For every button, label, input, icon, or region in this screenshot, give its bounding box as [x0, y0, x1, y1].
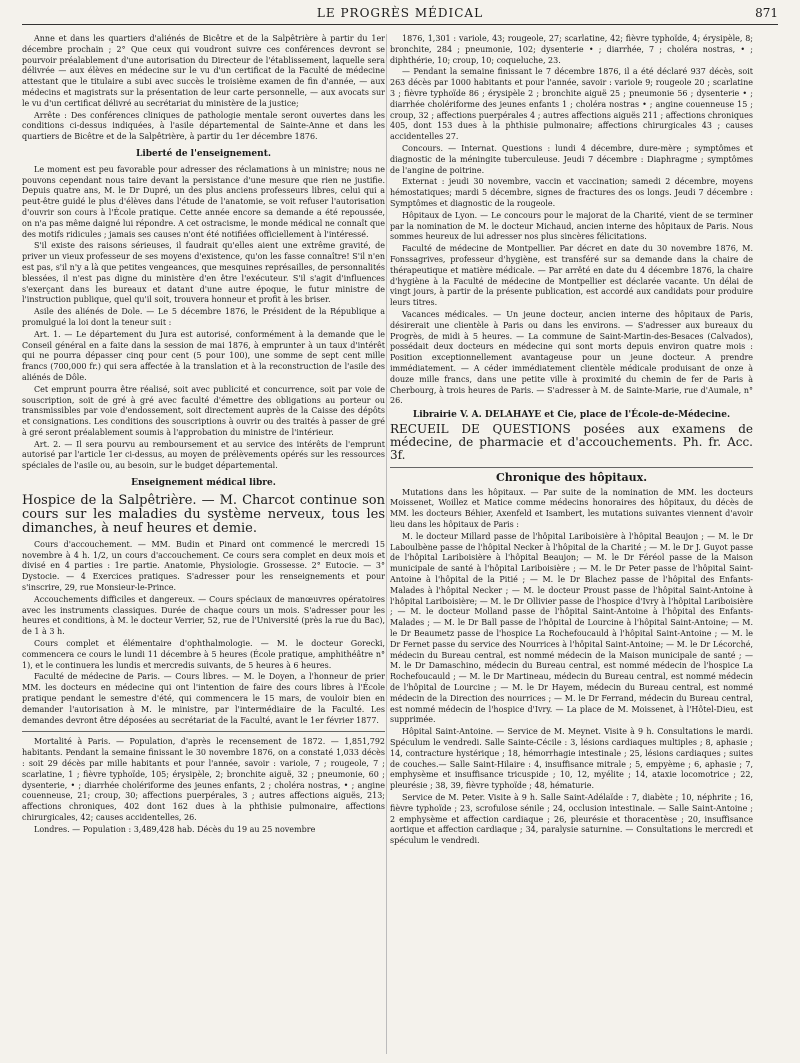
column-divider [386, 34, 387, 1054]
paragraph: Cours complet et élémentaire d'ophthalmologie. — M. le docteur Gorecki, commencera ce cours le lundi 11 décembre à 5 heures (École pratique, amphithéâtre n° 1), et le continuera les lundis et mercredis suivants, de 5 heures à 6 heures. [22, 639, 385, 670]
section-heading-chronique: Chronique des hôpitaux. [495, 470, 648, 484]
paragraph: Faculté de médecine de Paris. — Cours libres. — M. le Doyen, a l'honneur de prier MM. les docteurs en médecine qui ont l'intention de faire des cours libres à l'École pratique pendant le semestre d'été, qui commencera le 15 mars, de vouloir bien en demander l'autorisation à M. le ministre, par l'intermédiaire de la Faculté. Les demandes devront être déposées au secrétariat de la Faculté, avant le 1er février 1877. [22, 672, 385, 725]
paragraph: Vacances médicales. — Un jeune docteur, ancien interne des hôpitaux de Paris, désirerait une clientèle à Paris ou dans les environs. — S'adresser aux bureaux du Progrès, de midi à 5 heures. — La commune de Saint-Martin-des-Besaces (Calvados), possédait deux docteurs en médecine qui sont morts depuis environ quatre mois : Position exceptionnellement avantageuse pour un jeune docteur. A prendre immédiatement. — A céder immédiatement clientèle médicale produisant de onze à douze mille francs, dans une petite ville à proximité du chemin de fer de Paris à Cherbourg, à trois heures de Paris. — S'adresser à M. de Sainte-Marie, rue d'Aumale, n° 26. [390, 309, 753, 406]
paragraph: Concours. — Internat. Questions : lundi 4 décembre, dure-mère ; symptômes et diagnostic de la méningite tuberculeuse. Jeudi 7 décembre : Diaphragme ; symptômes de l'angine de poitrine. [390, 143, 753, 175]
publisher-ad: Librairie V. A. DELAHAYE et Cie, place de l'École-de-Médecine. [412, 410, 731, 421]
page-number: 871 [755, 6, 778, 20]
book-ad: RECUEIL DE QUESTIONS posées aux examens de médecine, de pharmacie et d'accouchements. Ph. fr. Acc. 3f. [390, 421, 753, 462]
paragraph: S'il existe des raisons sérieuses, il faudrait qu'elles aient une extrême gravité, de priver un vieux professeur de ses moyens d'existence, qu'on les fasse connaître! S'il n'en est pas, s'il n'y a là que petites vengeances, que mesquines représailles, de personnalités blessées, il n'est pas digne du ministère d'en être l'exécuteur. S'il s'agit d'influences s'exerçant dans les bureaux et datant d'une autre époque, le futur ministre de l'instruction publique, quel qu'il soit, trouvera honneur et profit à les briser. [22, 241, 385, 305]
paragraph: Art. 2. — Il sera pourvu au remboursement et au service des intérêts de l'emprunt autorisé par l'article 1er ci-dessus, au moyen de prélèvements opérés sur les ressources spéciales de l'asile ou, au besoin, sur le budget départemental. [22, 439, 385, 471]
paragraph: Service de M. Peter. Visite à 9 h. Salle Saint-Adélaïde : 7, diabète ; 10, néphrite ; 16, fièvre typhoïde ; 23, scrofulose sénile ; 24, occlusion intestinale. — Salle Saint-Antoine ; 2 emphysème et affection cardiaque ; 26, pleurésie et thoracentèse ; 20, insuffisance aortique et affection cardiaque ; 34, paralysie saturnine. — Consultations le mercredi et spéculum le vendredi. [390, 793, 753, 846]
paragraph: Le moment est peu favorable pour adresser des réclamations à un ministre; nous ne pouvons cependant nous taire devant la persistance d'une mesure que rien ne justifie. Depuis quatre ans, M. le Dr Dupré, un des plus anciens professeurs libres, celui qui a peut-être guidé le plus d'élèves dans l'étude de l'anatomie, se voit refuser l'autorisation d'ouvrir son cours à l'École pratique. Cette année encore sa demande a été repoussée, on n'a pas même daigné lui répondre. A cet ostracisme, le monde médical ne connaît que des motifs ridicules ; jamais ses causes n'ont été notifiées officiellement à l'intéressé. [22, 164, 385, 239]
header-rule [22, 24, 778, 25]
right-column [390, 34, 753, 1054]
paragraph: Hôpitaux de Lyon. — Le concours pour le majorat de la Charité, vient de se terminer par la nomination de M. le docteur Michaud, ancien interne des hôpitaux de Paris. Nous sommes heureux de lui adresser nos plus sincères félicitations. [390, 210, 753, 242]
paragraph: Faculté de médecine de Montpellier. Par décret en date du 30 novembre 1876, M. Fonssagrives, professeur d'hygiène, est transféré sur sa demande dans la chaire de thérapeutique et matière médicale. — Par arrêté en date du 4 décembre 1876, la chaire d'hygiène à la Faculté de médecine de Montpellier est déclarée vacante. Un délai de vingt jours, à partir de la présente publication, est accordé aux candidats pour produire leurs titres. [390, 244, 753, 308]
paragraph: Asile des aliénés de Dole. — Le 5 décembre 1876, le Président de la République a promulgué la loi dont la teneur suit : [22, 307, 385, 327]
paragraph: M. le docteur Millard passe de l'hôpital Lariboisière à l'hôpital Beaujon ; — M. le Dr Laboulbène passe de l'hôpital Necker à l'hôpital de la Charité ; — M. le Dr J. Guyot passe de l'hôpital Lariboisière à l'hôpital Beaujon; — M. le Dr Féréol passe de la Maison municipale de santé à l'hôpital Lariboisière ; — M. le Dr Peter passe de l'hôpital Saint-Antoine à l'hôpital de la Pitié ; — M. le Dr Blachez passe de l'hôpital des Enfants-Malades à l'hôpital Necker ; — M. le docteur Proust passe de l'hôpital Saint-Antoine à l'hôpital Lariboisière; — M. le Dr Ollivier passe de l'hospice d'Ivry à l'hôpital Lariboisière ; — M. le docteur Molland passe de l'hôpital Saint-Antoine à l'hôpital des Enfants-Malades ; — M. le Dr Ball passe de l'hôpital de Lourcine à l'hôpital Saint-Antoine; — M. le Dr Beaumetz passe de l'hospice La Rochefoucauld à l'hôpital Saint-Antoine ; — M. le Dr Fernet passe du service des Nourrices à l'hôpital Saint-Antoine; — M. le Dr Lécorché, médecin du Bureau central, est nommé médecin de la Maison municipale de santé ; — M. le Dr Damaschino, médecin du Bureau central, est nommé médecin de l'hospice La Rochefoucauld ; — M. le Dr Martineau, médecin du Bureau central, est nommé médecin de l'hôpital de Lourcine ; — M. le Dr Hayem, médecin du Bureau central, est nommé médecin de la Direction des nourrices ; — M. le Dr Ferrand, médecin du Bureau central, est nommé médecin de l'hospice d'Ivry. — La place de M. Moissenet, à l'Hôtel-Dieu, est supprimée. [390, 531, 753, 725]
paragraph: Externat : jeudi 30 novembre, vaccin et vaccination; samedi 2 décembre, moyens hémostatiques; mardi 5 décembre, signes de fractures des os longs. Jeudi 7 décembre : Symptômes et diagnostic de la rougeole. [390, 177, 753, 208]
paragraph: Cet emprunt pourra être réalisé, soit avec publicité et concurrence, soit par voie de souscription, soit de gré à gré avec faculté d'émettre des obligations au porteur ou transmissibles par voie d'endossement, soit directement auprès de la Caisse des dépôts et consignations. Les conditions des souscriptions à ouvrir ou des traités à passer de gré à gré seront préalablement soumis à l'approbation du ministre de l'intérieur. [22, 384, 385, 437]
running-title: LE PROGRÈS MÉDICAL [316, 6, 484, 20]
paragraph: Art. 1. — Le département du Jura est autorisé, conformément à la demande que le Conseil général en a faite dans la session de mai 1876, à emprunter à un taux d'intérêt qui ne pourra dépasser cinq pour cent (5 pour 100), une somme de sept cent mille francs (700,000 fr.) qui sera affectée à la translation et à la reconstruction de l'asile des aliénés de Dôle. [22, 329, 385, 382]
paragraph: Mortalité à Paris. — Population, d'après le recensement de 1872. — 1,851,792 habitants. Pendant la semaine finissant le 30 novembre 1876, on a constaté 1,033 décès : soit 29 décès par mille habitants et pour l'année, savoir : variole, 7 ; rougeole, 7 ; scarlatine, 1 ; fièvre typhoïde, 105; érysipèle, 2; bronchite aiguë, 32 ; pneumonie, 60 ; dysenterie, • ; diarrhée cholériforme des jeunes enfants, 2 ; choléra nostras, • ; angine couenneuse, 21; croup, 30; affections puerpérales, 3 ; autres affections aiguës, 213; affections chroniques, 402 dont 162 dues à la phthisie pulmonaire, affections chirurgicales, 42; causes accidentelles, 26. [22, 737, 385, 822]
lead-announcement: Hospice de la Salpêtrière. — M. Charcot continue son cours sur les maladies du système nerveux, tous les dimanches, à neuf heures et demie. [22, 492, 385, 536]
left-column [22, 34, 385, 1054]
paragraph: Londres. — Population : 3,489,428 hab. Décès du 19 au 25 novembre [34, 824, 316, 834]
paragraph: — Pendant la semaine finissant le 7 décembre 1876, il a été déclaré 937 décès, soit 263 décès par 1000 habitants et pour l'année, savoir : variole 9; rougeole 20 ; scarlatine 3 ; fièvre typhoïde 86 ; érysipèle 2 ; bronchite aiguë 25 ; pneumonie 56 ; dysenterie • ; diarrhée cholériforme des jeunes enfants 1 ; choléra nostras • ; angine couenneuse 15 ; croup, 32 ; affections puerpérales 4 ; autres affections aiguës 211 ; affections chroniques 405, dont 153 dues à la phthisie pulmonaire; affections chirurgicales 43 ; causes accidentelles 27. [390, 67, 753, 142]
paragraph: Anne et dans les quartiers d'aliénés de Bicêtre et de la Salpêtrière à partir du 1er décembre prochain ; 2° Que ceux qui voudront suivre ces conférences devront se pourvoir préalablement d'une autorisation du Directeur de l'établissement, laquelle sera délivrée — aux élèves en médecine sur le vu d'un certificat de la Faculté de médecine attestant que le titulaire a subi avec succès le troisième examen de fin d'année, — aux médecins et magistrats sur la présentation de leur carte personnelle, — aux avocats sur le vu d'un certificat délivré au secrétariat du ministère de la justice; [22, 34, 385, 108]
paragraph: Cours d'accouchement. — MM. Budin et Pinard ont commencé le mercredi 15 novembre à 4 h. 1/2, un cours d'accouchement. Ce cours sera complet en deux mois et divisé en 4 parties : 1re partie. Anatomie, Physiologie. Grossesse. 2° Eutocie. — 3° Dystocie. — 4 Exercices pratiques. S'adresser pour les renseignements et pour s'inscrire, 29, rue Monsieur-le-Prince. [22, 539, 385, 593]
paragraph: Accouchements difficiles et dangereux. — Cours spéciaux de manœuvres opératoires avec les instruments classiques. Durée de chaque cours un mois. S'adresser pour les heures et conditions, à M. le docteur Verrier, 52, rue de l'Université (près la rue du Bac), de 1 à 3 h. [22, 594, 385, 637]
section-heading-enseignement: Enseignement médical libre. [131, 478, 276, 489]
section-heading-liberte: Liberté de l'enseignement. [136, 148, 271, 159]
paragraph: Hôpital Saint-Antoine. — Service de M. Meynet. Visite à 9 h. Consultations le mardi. Spéculum le vendredi. Salle Sainte-Cécile : 3, lésions cardiaques multiples ; 8, aphasie ; 14, contracture hystérique ; 18, hémorrhagie intestinale ; 25, lésions cardiaques ; suites de couches.— Salle Saint-Hilaire : 4, insuffisance mitrale ; 5, empyème ; 6, aphasie ; 7, emphysème et insuffisance tricuspide ; 10, 12, myélite ; 14, ataxie locomotrice ; 22, pleurésie ; 38, 39, fièvre typhoïde ; 48, hématurie. [390, 727, 753, 791]
paragraph: 1876, 1,301 : variole, 43; rougeole, 27; scarlatine, 42; fièvre typhoïde, 4; érysipèle, 8; bronchite, 284 ; pneumonie, 102; dysenterie • ; diarrhée, 7 ; choléra nostras, • ; diphthérie, 10; croup, 10; coqueluche, 23. [390, 34, 753, 65]
paragraph: Arrête : Des conférences cliniques de pathologie mentale seront ouvertes dans les conditions ci-dessus indiquées, à l'asile départemental de Sainte-Anne et dans les quartiers de Bicêtre et de la Salpêtrière, à partir du 1er décembre 1876. [22, 110, 385, 142]
paragraph: Mutations dans les hôpitaux. — Par suite de la nomination de MM. les docteurs Moissenet, Woillez et Matice comme médecins honoraires des hôpitaux, du décès de MM. les docteurs Béhier, Axenfeld et Isambert, les mutations suivantes viennent d'avoir lieu dans les hôpitaux de Paris : [390, 487, 753, 530]
page-header [22, 6, 778, 22]
separator [390, 467, 753, 468]
separator [22, 731, 385, 732]
